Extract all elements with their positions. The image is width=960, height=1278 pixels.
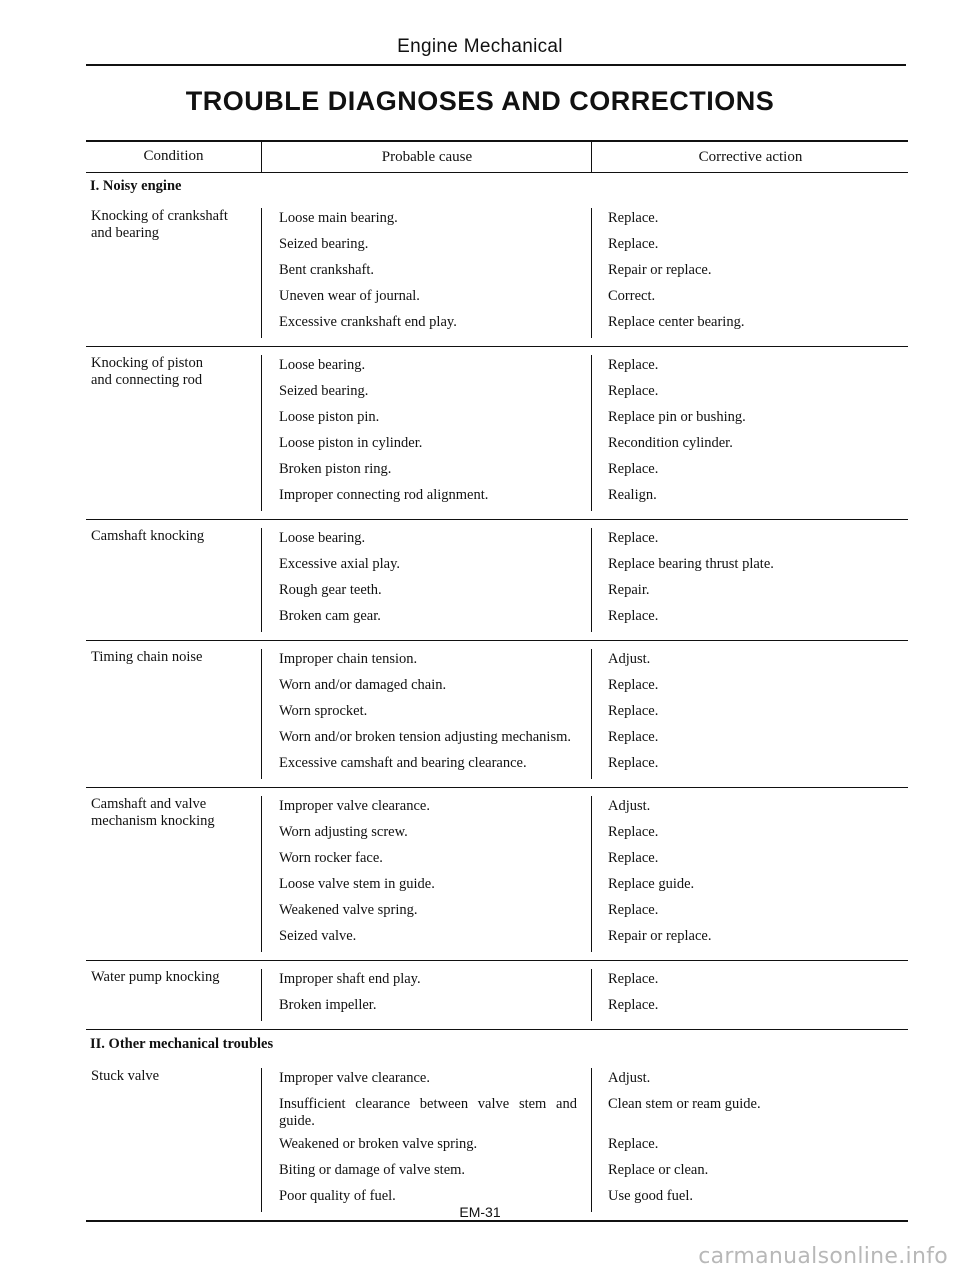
table-row — [261, 1094, 908, 1134]
column-header-probable-cause: Probable cause — [261, 142, 592, 172]
condition-group — [86, 641, 908, 788]
probable-cause-cell: Worn and/or broken tension adjusting mechanism. — [261, 727, 591, 753]
table-row — [261, 606, 908, 632]
column-header-corrective-action: Corrective action — [591, 142, 909, 172]
corrective-action-cell: Replace. — [591, 606, 908, 632]
probable-cause-cell: Insufficient clearance between valve stem and guide. — [261, 1094, 591, 1134]
probable-cause-cell: Broken piston ring. — [261, 459, 591, 485]
corrective-action-cell: Replace. — [591, 995, 908, 1021]
table-row — [261, 528, 908, 554]
probable-cause-cell: Bent crankshaft. — [261, 260, 591, 286]
probable-cause-cell: Excessive camshaft and bearing clearance. — [261, 753, 591, 779]
table-row — [261, 1160, 908, 1186]
table-row — [261, 459, 908, 485]
probable-cause-cell: Seized bearing. — [261, 234, 591, 260]
probable-cause-cell: Improper valve clearance. — [261, 796, 591, 822]
condition-group — [86, 1060, 908, 1222]
cause-action-rows — [261, 796, 908, 952]
page-number: EM-31 — [459, 1204, 501, 1220]
table-row — [261, 312, 908, 338]
probable-cause-cell: Loose bearing. — [261, 355, 591, 381]
corrective-action-cell: Replace pin or bushing. — [591, 407, 908, 433]
probable-cause-cell: Worn and/or damaged chain. — [261, 675, 591, 701]
condition-cell: Knocking of crankshaft and bearing — [91, 208, 228, 241]
condition-cell: Camshaft and valve mechanism knocking — [91, 796, 215, 829]
corrective-action-cell: Recondition cylinder. — [591, 433, 908, 459]
probable-cause-cell: Loose piston in cylinder. — [261, 433, 591, 459]
corrective-action-cell: Adjust. — [591, 649, 908, 675]
probable-cause-cell: Weakened or broken valve spring. — [261, 1134, 591, 1160]
table-row — [261, 874, 908, 900]
condition-group — [86, 961, 908, 1030]
probable-cause-cell: Seized bearing. — [261, 381, 591, 407]
corrective-action-cell: Adjust. — [591, 796, 908, 822]
corrective-action-cell: Replace. — [591, 675, 908, 701]
probable-cause-cell: Improper shaft end play. — [261, 969, 591, 995]
probable-cause-cell: Worn sprocket. — [261, 701, 591, 727]
condition-group — [86, 347, 908, 520]
condition-cell: Timing chain noise — [91, 649, 203, 665]
table-header — [86, 140, 908, 173]
condition-cell: Water pump knocking — [91, 969, 220, 985]
condition-group — [86, 200, 908, 347]
section-title: I. Noisy engine — [90, 178, 182, 194]
condition-cell: Knocking of piston and connecting rod — [91, 355, 203, 388]
probable-cause-cell: Rough gear teeth. — [261, 580, 591, 606]
corrective-action-cell: Realign. — [591, 485, 908, 511]
header-rule — [86, 64, 906, 66]
corrective-action-cell: Replace. — [591, 753, 908, 779]
corrective-action-cell: Clean stem or ream guide. — [591, 1094, 908, 1134]
column-header-condition: Condition — [143, 148, 204, 164]
table-row — [261, 848, 908, 874]
table-row — [261, 234, 908, 260]
table-row — [261, 286, 908, 312]
cause-action-rows — [261, 528, 908, 632]
corrective-action-cell: Replace. — [591, 701, 908, 727]
probable-cause-cell: Excessive crankshaft end play. — [261, 312, 591, 338]
corrective-action-cell: Replace. — [591, 208, 908, 234]
probable-cause-cell: Biting or damage of valve stem. — [261, 1160, 591, 1186]
watermark-text: carmanualsonline.info — [698, 1244, 948, 1269]
probable-cause-cell: Loose bearing. — [261, 528, 591, 554]
corrective-action-cell: Replace center bearing. — [591, 312, 908, 338]
table-row — [261, 969, 908, 995]
table-row — [261, 1134, 908, 1160]
cause-action-rows — [261, 208, 908, 338]
table-row — [261, 208, 908, 234]
table-row — [261, 649, 908, 675]
table-row — [261, 995, 908, 1021]
table-row — [261, 433, 908, 459]
table-row — [261, 381, 908, 407]
probable-cause-cell: Broken cam gear. — [261, 606, 591, 632]
corrective-action-cell: Repair or replace. — [591, 260, 908, 286]
corrective-action-cell: Replace bearing thrust plate. — [591, 554, 908, 580]
probable-cause-cell: Seized valve. — [261, 926, 591, 952]
probable-cause-cell: Broken impeller. — [261, 995, 591, 1021]
condition-cell: Camshaft knocking — [91, 528, 205, 544]
probable-cause-cell: Loose valve stem in guide. — [261, 874, 591, 900]
probable-cause-cell: Weakened valve spring. — [261, 900, 591, 926]
page-header: Engine Mechanical — [397, 36, 563, 57]
corrective-action-cell: Use good fuel. — [591, 1186, 908, 1212]
corrective-action-cell: Correct. — [591, 286, 908, 312]
table-row — [261, 675, 908, 701]
corrective-action-cell: Adjust. — [591, 1068, 908, 1094]
probable-cause-cell: Loose main bearing. — [261, 208, 591, 234]
corrective-action-cell: Replace. — [591, 381, 908, 407]
table-row — [261, 580, 908, 606]
corrective-action-cell: Replace. — [591, 459, 908, 485]
table-row — [261, 485, 908, 511]
document-title: TROUBLE DIAGNOSES AND CORRECTIONS — [185, 86, 775, 116]
section-title: II. Other mechanical troubles — [90, 1036, 274, 1052]
table-row — [261, 1068, 908, 1094]
corrective-action-cell: Replace. — [591, 528, 908, 554]
corrective-action-cell: Replace guide. — [591, 874, 908, 900]
cause-action-rows — [261, 649, 908, 779]
condition-cell: Stuck valve — [91, 1068, 160, 1084]
table-row — [261, 260, 908, 286]
table-row — [261, 701, 908, 727]
probable-cause-cell: Worn rocker face. — [261, 848, 591, 874]
table-row — [261, 796, 908, 822]
table-row — [261, 753, 908, 779]
cause-action-rows — [261, 355, 908, 511]
table-row — [261, 900, 908, 926]
condition-group — [86, 520, 908, 641]
probable-cause-cell: Loose piston pin. — [261, 407, 591, 433]
cause-action-rows — [261, 969, 908, 1021]
corrective-action-cell: Replace or clean. — [591, 1160, 908, 1186]
corrective-action-cell: Replace. — [591, 355, 908, 381]
corrective-action-cell: Replace. — [591, 822, 908, 848]
corrective-action-cell: Repair or replace. — [591, 926, 908, 952]
corrective-action-cell: Replace. — [591, 969, 908, 995]
probable-cause-cell: Improper connecting rod alignment. — [261, 485, 591, 511]
probable-cause-cell: Excessive axial play. — [261, 554, 591, 580]
corrective-action-cell: Replace. — [591, 727, 908, 753]
corrective-action-cell: Replace. — [591, 900, 908, 926]
table-row — [261, 355, 908, 381]
probable-cause-cell: Improper chain tension. — [261, 649, 591, 675]
corrective-action-cell: Replace. — [591, 1134, 908, 1160]
table-row — [261, 727, 908, 753]
table-row — [261, 407, 908, 433]
probable-cause-cell: Uneven wear of journal. — [261, 286, 591, 312]
table-row — [261, 822, 908, 848]
corrective-action-cell: Replace. — [591, 848, 908, 874]
table-body — [86, 173, 908, 1222]
corrective-action-cell: Repair. — [591, 580, 908, 606]
diagnosis-table — [86, 140, 908, 1222]
condition-group — [86, 788, 908, 961]
probable-cause-cell: Poor quality of fuel. — [261, 1186, 591, 1212]
corrective-action-cell: Replace. — [591, 234, 908, 260]
table-row — [261, 554, 908, 580]
probable-cause-cell: Improper valve clearance. — [261, 1068, 591, 1094]
cause-action-rows — [261, 1068, 908, 1212]
probable-cause-cell: Worn adjusting screw. — [261, 822, 591, 848]
table-row — [261, 926, 908, 952]
